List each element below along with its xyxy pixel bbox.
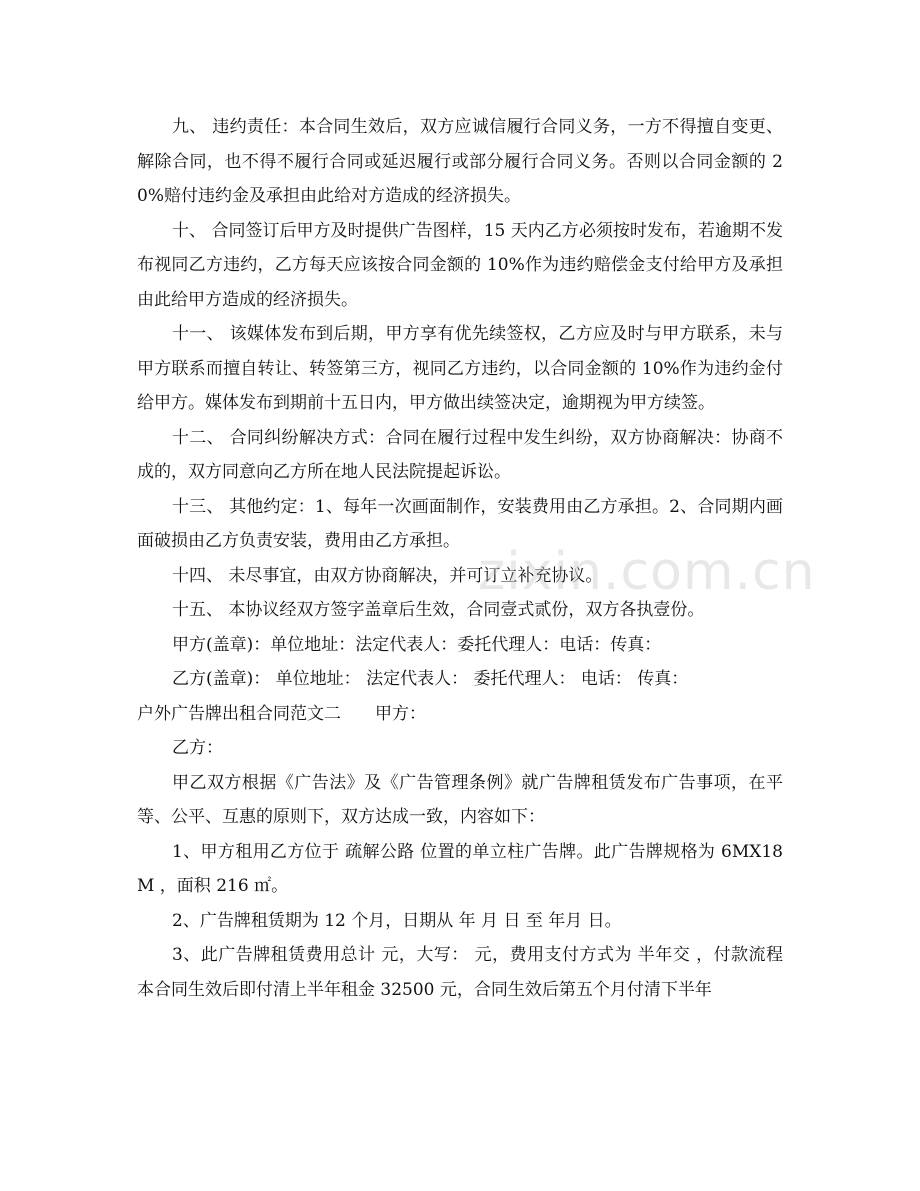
clause-9-paragraph: 九、 违约责任：本合同生效后，双方应诚信履行合同义务，一方不得擅自变更、解除合同，也不得不履行合同或延迟履行或部分履行合同义务。否则以合同金额的 20%赔付违约金及承担由此给对方造成的经济损失。: [137, 117, 783, 206]
item-3-paragraph: 3、此广告牌租赁费用总计 元，大写： 元，费用支付方式为 半年交 ，付款流程 本合同生效后即付清上半年租金 32500 元，合同生效后第五个月付清下半年: [137, 945, 783, 1000]
clause-12-paragraph: 十二、 合同纠纷解决方式：合同在履行过程中发生纠纷，双方协商解决：协商不成的，双方同意向乙方所在地人民法院提起诉讼。: [137, 427, 783, 482]
party-a-signature-line: 甲方(盖章)：单位地址：法定代表人：委托代理人：电话：传真：: [172, 634, 662, 655]
clause-13-paragraph: 十三、 其他约定：1、每年一次画面制作，安装费用由乙方承担。2、合同期内画面破损由乙方负责安装，费用由乙方承担。: [137, 496, 783, 551]
section-heading-line: [137, 697, 783, 732]
section-title: 户外广告牌出租合同范文二: [137, 703, 341, 724]
clause-14-paragraph: 十四、 未尽事宜，由双方协商解决，并可订立补充协议。: [172, 565, 603, 586]
section-party-a: 甲方：: [375, 703, 426, 724]
party-b-line: 乙方：: [172, 738, 223, 758]
clause-15-paragraph: 十五、 本协议经双方签字盖章后生效，合同壹式贰份，双方各执壹份。: [172, 600, 705, 620]
clause-10-paragraph: 十、 合同签订后甲方及时提供广告图样，15 天内乙方必须按时发布，若逾期不发布视同乙方违约，乙方每天应该按合同金额的 10%作为违约赔偿金支付给甲方及承担由此给甲方造成的经济损失。: [137, 220, 783, 310]
preamble-paragraph: 甲乙双方根据《广告法》及《广告管理条例》就广告牌租赁发布广告事项，在平等、公平、互惠的原则下，双方达成一致，内容如下：: [137, 772, 783, 827]
watermark-text: zixin.com.cn: [478, 542, 816, 602]
item-1-paragraph: 1、甲方租用乙方位于 疏解公路 位置的单立柱广告牌。此广告牌规格为 6MX18M ，面积 216 ㎡。: [137, 841, 783, 896]
party-b-signature-line: 乙方(盖章)： 单位地址： 法定代表人： 委托代理人： 电话： 传真：: [172, 669, 689, 689]
clause-11-paragraph: 十一、 该媒体发布到后期，甲方享有优先续签权，乙方应及时与甲方联系，未与甲方联系而擅自转让、转签第三方，视同乙方违约，以合同金额的 10%作为违约金付给甲方。媒体发布到期前十五日内，甲方做出续签决定，逾期视为甲方续签。: [137, 324, 783, 413]
item-2-paragraph: 2、广告牌租赁期为 12 个月，日期从 年 月 日 至 年月 日。: [172, 910, 622, 931]
